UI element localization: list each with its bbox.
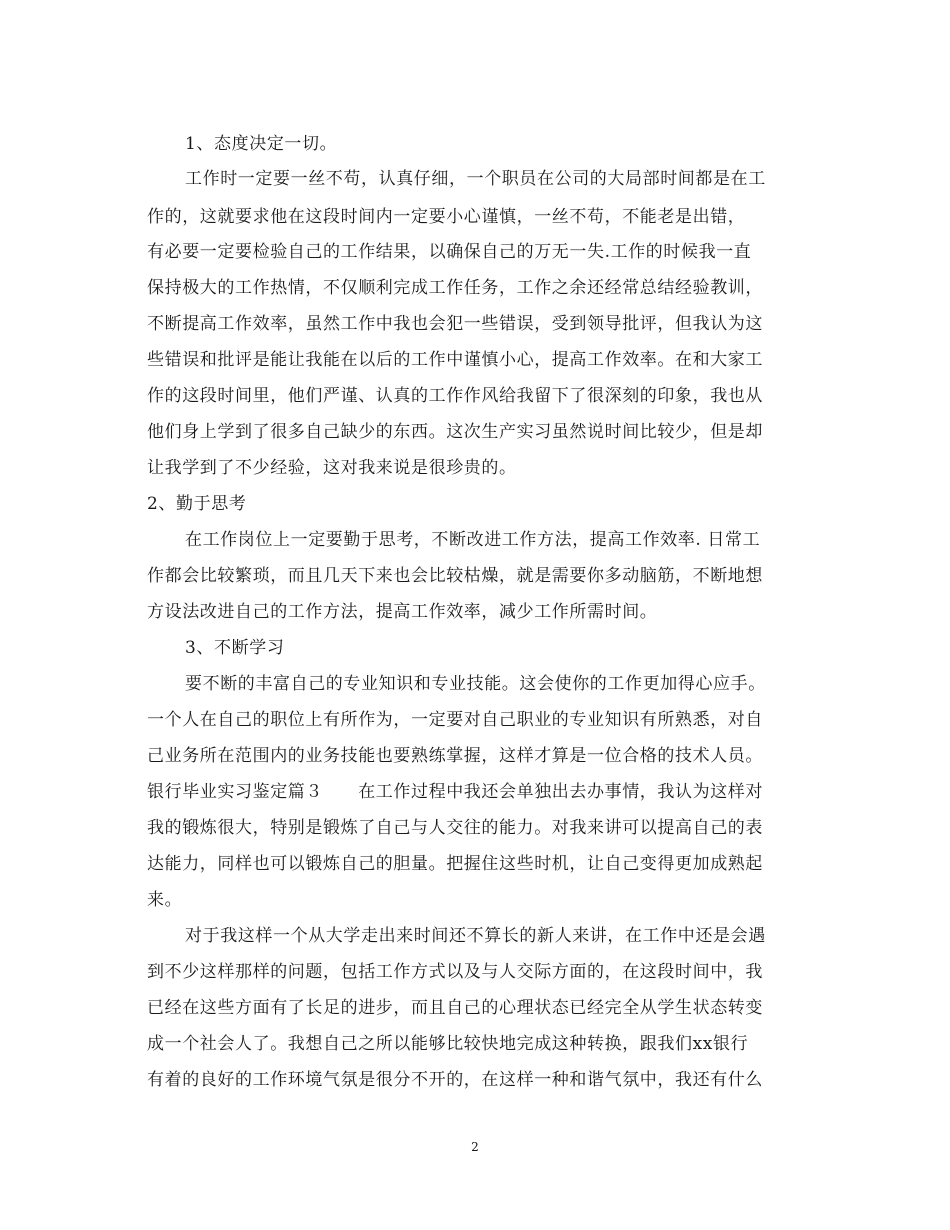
text-line: 工作时一定要一丝不苟，认真仔细，一个职员在公司的大局部时间都是在工	[185, 169, 766, 189]
text-line: 达能力，同样也可以锻炼自己的胆量。把握住这些时机，让自己变得更加成熟起	[147, 854, 763, 874]
text-line: 他们身上学到了很多自己缺少的东西。这次生产实习虽然说时间比较少，但是却	[147, 422, 763, 442]
text-line: 要不断的丰富自己的专业知识和专业技能。这会使你的工作更加得心应手。	[185, 674, 766, 694]
text-line: 2、勤于思考	[147, 494, 247, 514]
text-line: 有着的良好的工作环境气氛是很分不开的，在这样一种和谐气氛中，我还有什么	[147, 1070, 763, 1090]
text-line: 到不少这样那样的问题，包括工作方式以及与人交际方面的，在这段时间中，我	[147, 962, 763, 982]
page-number: 2	[471, 1140, 479, 1154]
text-line: 作都会比较繁琐，而且几天下来也会比较枯燥，就是需要你多动脑筋，不断地想	[147, 566, 763, 586]
heading-attitude: 1、态度决定一切。	[185, 134, 338, 154]
text-line: 己业务所在范围内的业务技能也要熟练掌握，这样才算是一位合格的技术人员。	[147, 746, 763, 766]
text-line: 来。	[147, 890, 183, 910]
text-line: 作的这段时间里，他们严谨、认真的工作作风给我留下了很深刻的印象，我也从	[147, 386, 763, 406]
text-line: 方设法改进自己的工作方法，提高工作效率，减少工作所需时间。	[147, 602, 658, 622]
text-line: 作的，这就要求他在这段时间内一定要小心谨慎，一丝不苟，不能老是出错，	[147, 207, 746, 227]
text-line: 保持极大的工作热情，不仅顺利完成工作任务，工作之余还经常总结经验教训，	[147, 278, 763, 298]
text-line: 些错误和批评是能让我能在以后的工作中谨慎小心，提高工作效率。在和大家工	[147, 350, 763, 370]
text-line: 已经在这些方面有了长足的进步，而且自己的心理状态已经完全从学生状态转变	[147, 998, 763, 1018]
text-line: 有必要一定要检验自己的工作结果，以确保自己的万无一失.工作的时候我一直	[147, 242, 752, 262]
text-line: 一个人在自己的职位上有所作为，一定要对自己职业的专业知识有所熟悉，对自	[147, 710, 763, 730]
heading-learning: 3、不断学习	[185, 638, 285, 658]
heading-thinking: 在工作岗位上一定要勤于思考，不断改进工作方法，提高工作效率. 日常工	[185, 530, 761, 550]
text-line: 我的锻炼很大，特别是锻炼了自己与人交往的能力。对我来讲可以提高自己的表	[147, 818, 763, 838]
text-line: 成一个社会人了。我想自己之所以能够比较快地完成这种转换，跟我们xx银行	[147, 1034, 749, 1054]
text-line: 对于我这样一个从大学走出来时间还不算长的新人来讲，在工作中还是会遇	[185, 926, 766, 946]
text-line: 银行毕业实习鉴定篇３ 在工作过程中我还会单独出去办事情，我认为这样对	[147, 782, 763, 802]
text-line: 让我学到了不少经验，这对我来说是很珍贵的。	[147, 458, 517, 478]
text-line: 不断提高工作效率，虽然工作中我也会犯一些错误，受到领导批评，但我认为这	[147, 314, 763, 334]
